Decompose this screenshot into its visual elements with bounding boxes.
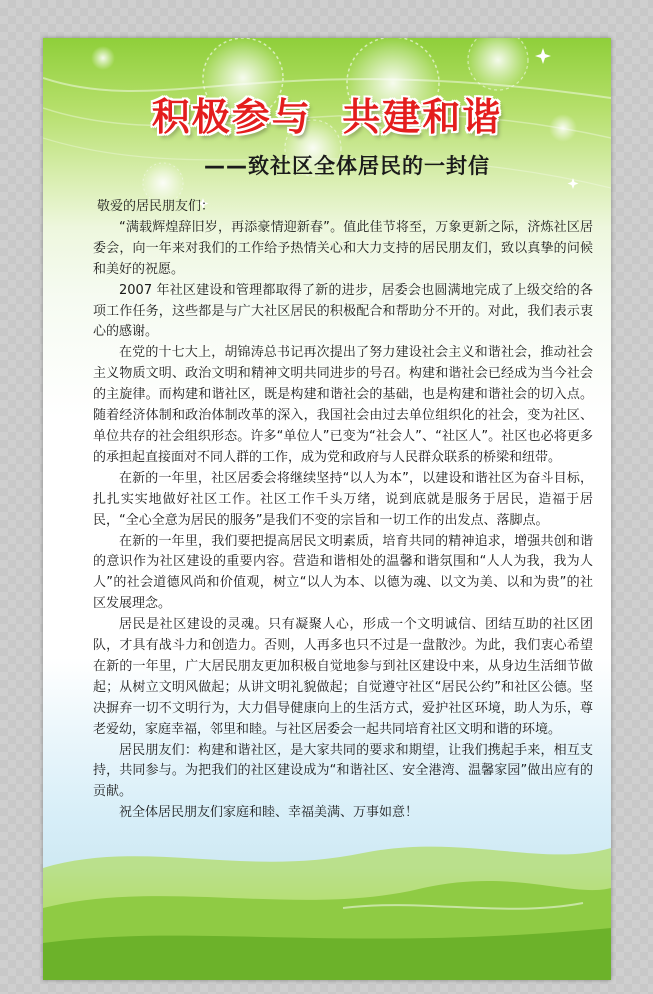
letter-greeting: 敬爱的居民朋友们：	[97, 199, 215, 214]
letter-paragraph: “满载辉煌辞旧岁，再添豪情迎新春”。值此佳节将至，万象更新之际，济炼社区居委会，向一年来对我们的工作给予热情关心和大力支持的居民朋友们，致以真挚的问候和美好的祝愿。	[93, 219, 593, 277]
letter-paragraph: 在新的一年里，我们要把提高居民文明素质，培育共同的精神追求，增强共创和谐的意识作为社区建设的重要内容。营造和谐相处的温馨和谐氛围和“人人为我，我为人人”的社会道德风尚和价值观，树立“以人为本、以德为魂、以文为美、以和为贵”的社区发展理念。	[93, 533, 593, 612]
letter-paragraph: 在党的十七大上，胡锦涛总书记再次提出了努力建设社会主义和谐社会，推动社会主义物质文明、政治文明和精神文明共同进步的号召。构建和谐社会已经成为当今社会的主旋律。而构建和谐社区，既是构建和谐社会的基础，也是构建和谐社会的切入点。随着经济体制和政治体制改革的深入，我国社会由过去单位组织化的社会，变为社区、单位共存的社会组织形态。许多“单位人”已变为“社会人”、“社区人”。社区也必将更多的承担起直接面对不同人群的工作，成为党和政府与人民群众联系的桥梁和纽带。	[93, 345, 593, 465]
poster-title: 积极参与 共建和谐	[151, 95, 503, 139]
letter-paragraph: 居民是社区建设的灵魂。只有凝聚人心，形成一个文明诚信、团结互助的社区团队，才具有战斗力和创造力。否则，人再多也只不过是一盘散沙。为此，我们衷心希望在新的一年里，广大居民朋友更加积极自觉地参与到社区建设中来，从身边生活细节做起；从树立文明风做起；从讲文明礼貌做起；自觉遵守社区“居民公约”和社区公德。坚决摒弃一切不文明行为，大力倡导健康向上的生活方式，爱护社区环境，助人为乐，尊老爱幼，家庭幸福，邻里和睦。与社区居委会一起共同培育社区文明和谐的环境。	[93, 617, 593, 737]
letter-paragraph: 居民朋友们：构建和谐社区，是大家共同的要求和期望，让我们携起手来，相互支持，共同参与。为把我们的社区建设成为“和谐社区、安全港湾、温馨家园”做出应有的贡献。	[93, 742, 593, 800]
poster-subtitle: ——致社区全体居民的一封信	[204, 154, 490, 178]
letter-closing: 祝全体居民朋友们家庭和睦、幸福美满、万事如意！	[119, 805, 419, 821]
letter-paragraph: 2007 年社区建设和管理都取得了新的进步，居委会也圆满地完成了上级交给的各项工作任务，这些都是与广大社区居民的积极配合和帮助分不开的。对此，我们表示衷心的感谢。	[93, 282, 593, 340]
letter-paragraph: 在新的一年里，社区居委会将继续坚持“以人为本”，以建设和谐社区为奋斗目标，扎扎实实地做好社区工作。社区工作千头万绪，说到底就是服务于居民，造福于居民，“全心全意为居民的服务”是我们不变的宗旨和一切工作的出发点、落脚点。	[93, 470, 593, 528]
letter-body	[93, 197, 593, 824]
poster	[43, 38, 611, 980]
